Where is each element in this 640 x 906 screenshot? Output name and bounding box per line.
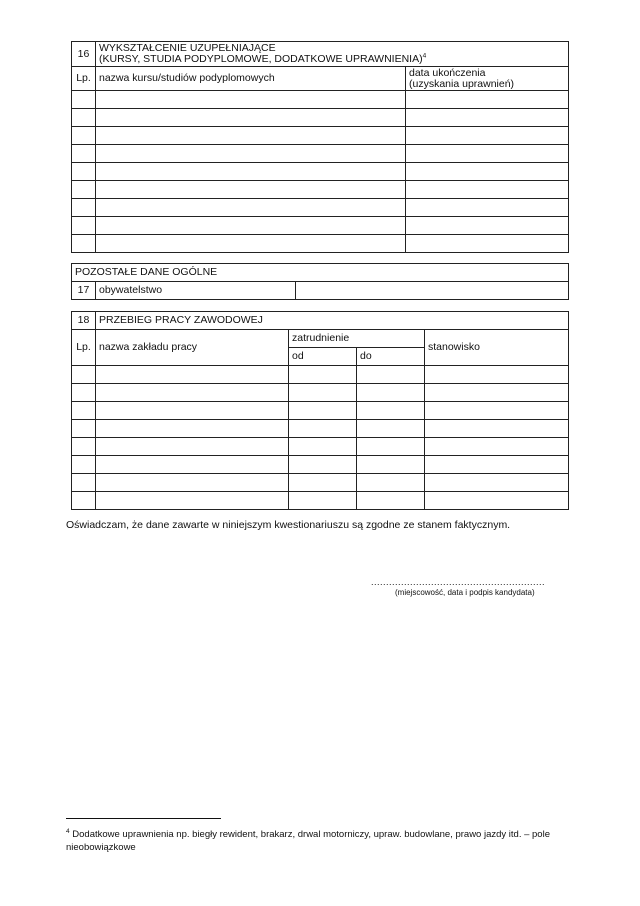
position-cell[interactable]	[425, 384, 569, 402]
completion-date-cell[interactable]	[406, 109, 569, 127]
to-cell[interactable]	[357, 366, 425, 384]
footnote-text: Dodatkowe uprawnienia np. biegły rewident, brakarz, drwal motorniczy, upraw. budowlane, prawo jazdy itd. – pole nieobowiązkowe	[66, 829, 550, 853]
col-from-header: od	[289, 348, 357, 366]
table-row	[72, 474, 569, 492]
general-data-title: POZOSTAŁE DANE OGÓLNE	[72, 264, 569, 282]
to-cell[interactable]	[357, 384, 425, 402]
course-name-cell[interactable]	[96, 163, 406, 181]
employer-cell[interactable]	[96, 402, 289, 420]
col-completion-date-header	[406, 67, 569, 91]
from-cell[interactable]	[289, 456, 357, 474]
employer-cell[interactable]	[96, 474, 289, 492]
lp-cell[interactable]	[72, 366, 96, 384]
to-cell[interactable]	[357, 456, 425, 474]
course-name-cell[interactable]	[96, 127, 406, 145]
lp-cell[interactable]	[72, 438, 96, 456]
table-row	[72, 181, 569, 199]
course-name-cell[interactable]	[96, 199, 406, 217]
position-cell[interactable]	[425, 474, 569, 492]
col-lp-header: Lp.	[72, 330, 96, 366]
lp-cell[interactable]	[72, 127, 96, 145]
to-cell[interactable]	[357, 474, 425, 492]
section-18-number: 18	[72, 312, 96, 330]
completion-date-cell[interactable]	[406, 127, 569, 145]
from-cell[interactable]	[289, 492, 357, 510]
lp-cell[interactable]	[72, 217, 96, 235]
lp-cell[interactable]	[72, 474, 96, 492]
completion-date-cell[interactable]	[406, 91, 569, 109]
to-cell[interactable]	[357, 492, 425, 510]
lp-cell[interactable]	[72, 145, 96, 163]
col-date-line2: (uzyskania uprawnień)	[409, 77, 515, 90]
course-name-cell[interactable]	[96, 217, 406, 235]
table-row	[72, 366, 569, 384]
table-row	[72, 235, 569, 253]
lp-cell[interactable]	[72, 402, 96, 420]
lp-cell[interactable]	[72, 384, 96, 402]
signature-line[interactable]: ..........................................................	[371, 577, 546, 587]
lp-cell[interactable]	[72, 235, 96, 253]
employer-cell[interactable]	[96, 456, 289, 474]
table-row	[72, 217, 569, 235]
to-cell[interactable]	[357, 402, 425, 420]
position-cell[interactable]	[425, 366, 569, 384]
position-cell[interactable]	[425, 492, 569, 510]
citizenship-label: obywatelstwo	[96, 282, 296, 300]
col-lp-header: Lp.	[72, 67, 96, 91]
completion-date-cell[interactable]	[406, 181, 569, 199]
lp-cell[interactable]	[72, 199, 96, 217]
from-cell[interactable]	[289, 366, 357, 384]
section-16-number: 16	[72, 42, 96, 67]
col-position-header: stanowisko	[425, 330, 569, 366]
to-cell[interactable]	[357, 420, 425, 438]
section-16-title	[96, 42, 569, 67]
course-name-cell[interactable]	[96, 145, 406, 163]
position-cell[interactable]	[425, 438, 569, 456]
from-cell[interactable]	[289, 384, 357, 402]
completion-date-cell[interactable]	[406, 235, 569, 253]
section-16-table	[71, 41, 569, 253]
footnote-ref: 4	[422, 52, 427, 60]
col-employer-header: nazwa zakładu pracy	[96, 330, 289, 366]
col-to-header: do	[357, 348, 425, 366]
lp-cell[interactable]	[72, 109, 96, 127]
position-cell[interactable]	[425, 402, 569, 420]
footnote-divider	[66, 818, 221, 819]
position-cell[interactable]	[425, 456, 569, 474]
employer-cell[interactable]	[96, 420, 289, 438]
table-row	[72, 384, 569, 402]
table-row	[72, 127, 569, 145]
employer-cell[interactable]	[96, 366, 289, 384]
table-row	[72, 492, 569, 510]
from-cell[interactable]	[289, 420, 357, 438]
course-name-cell[interactable]	[96, 181, 406, 199]
section-18-table	[71, 311, 569, 510]
position-cell[interactable]	[425, 420, 569, 438]
completion-date-cell[interactable]	[406, 199, 569, 217]
general-data-table	[71, 263, 569, 300]
employer-cell[interactable]	[96, 438, 289, 456]
employer-cell[interactable]	[96, 384, 289, 402]
course-name-cell[interactable]	[96, 109, 406, 127]
from-cell[interactable]	[289, 402, 357, 420]
employer-cell[interactable]	[96, 492, 289, 510]
citizenship-field[interactable]	[296, 282, 569, 300]
lp-cell[interactable]	[72, 91, 96, 109]
footnote	[66, 828, 586, 854]
table-row	[72, 402, 569, 420]
col-course-name-header: nazwa kursu/studiów podyplomowych	[96, 67, 406, 91]
table-row	[72, 199, 569, 217]
section-16-title-line1: WYKSZTAŁCENIE UZUPEŁNIAJĄCE	[99, 42, 276, 54]
section-16-title-line2: (KURSY, STUDIA PODYPLOMOWE, DODATKOWE UPRAWNIENIA)	[99, 53, 423, 65]
section-17-number: 17	[72, 282, 96, 300]
completion-date-cell[interactable]	[406, 217, 569, 235]
signature-caption: (miejscowość, data i podpis kandydata)	[395, 588, 535, 597]
lp-cell[interactable]	[72, 163, 96, 181]
col-employment-header: zatrudnienie	[289, 330, 425, 348]
table-row	[72, 456, 569, 474]
completion-date-cell[interactable]	[406, 163, 569, 181]
table-row	[72, 163, 569, 181]
lp-cell[interactable]	[72, 181, 96, 199]
lp-cell[interactable]	[72, 456, 96, 474]
table-row	[72, 109, 569, 127]
to-cell[interactable]	[357, 438, 425, 456]
table-row	[72, 438, 569, 456]
completion-date-cell[interactable]	[406, 145, 569, 163]
declaration-text: Oświadczam, że dane zawarte w niniejszym kwestionariuszu są zgodne ze stanem faktycznym.	[66, 519, 511, 531]
footnote-marker: 4	[66, 827, 70, 835]
lp-cell[interactable]	[72, 420, 96, 438]
table-row	[72, 91, 569, 109]
lp-cell[interactable]	[72, 492, 96, 510]
from-cell[interactable]	[289, 474, 357, 492]
table-row	[72, 420, 569, 438]
section-18-title: PRZEBIEG PRACY ZAWODOWEJ	[96, 312, 569, 330]
table-row	[72, 145, 569, 163]
course-name-cell[interactable]	[96, 235, 406, 253]
col-date-line1: data ukończenia	[409, 66, 486, 79]
course-name-cell[interactable]	[96, 91, 406, 109]
from-cell[interactable]	[289, 438, 357, 456]
